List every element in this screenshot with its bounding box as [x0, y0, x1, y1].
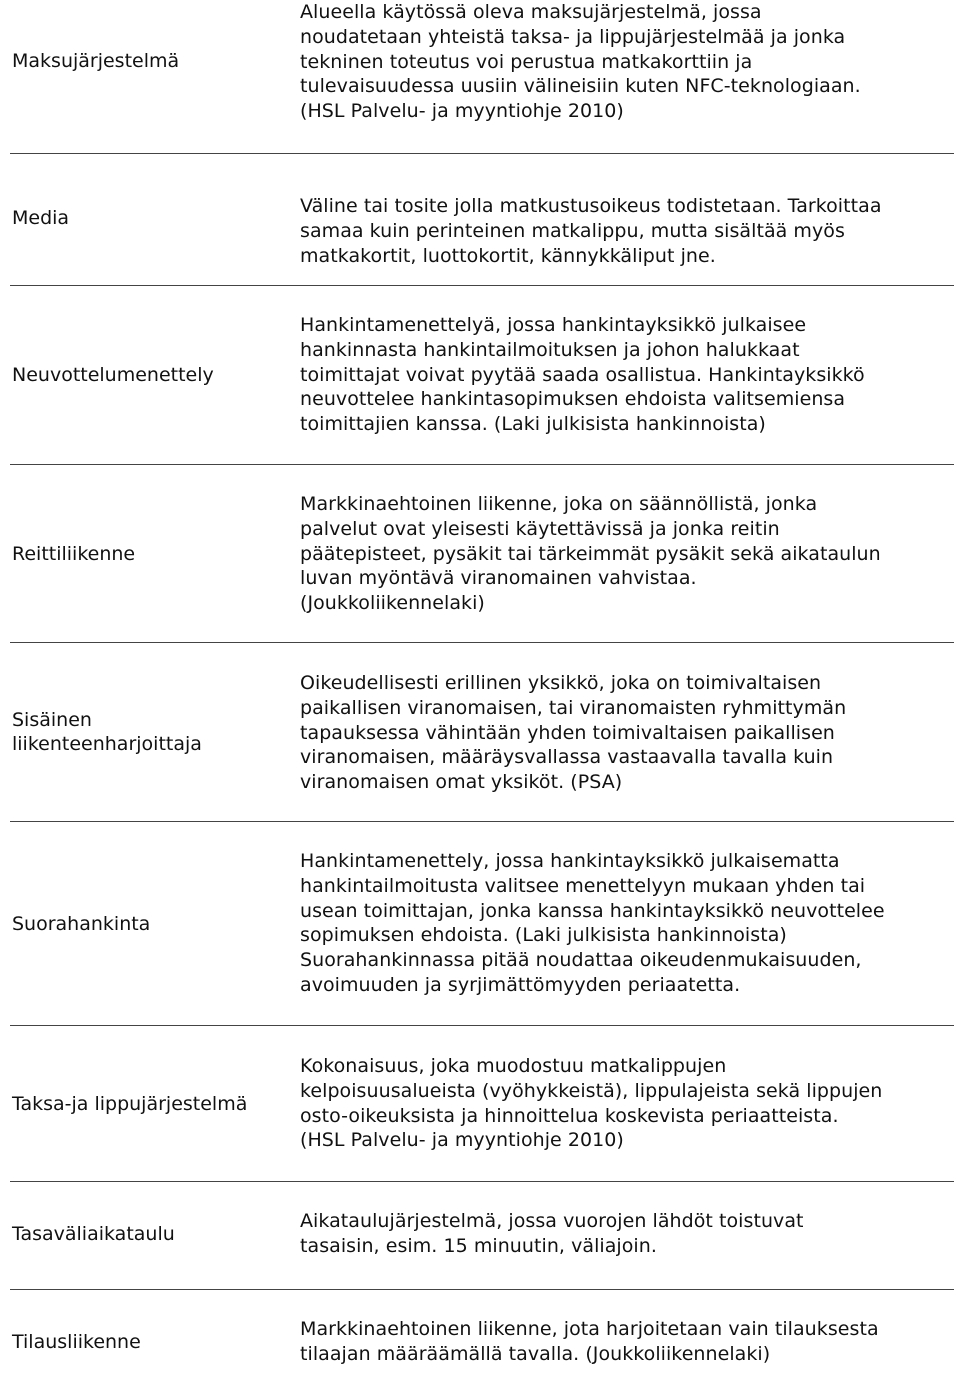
term-definition: Väline tai tosite jolla matkustusoikeus todistetaan. Tarkoittaa samaa kuin perinteinen matkalippu, mutta sisältää myös matkakortit, luottokortit, kännykkäliput jne. [300, 195, 882, 267]
row-divider [10, 821, 954, 822]
term-definition: Hankintamenettelyä, jossa hankintayksikkö julkaisee hankinnasta hankintailmoituksen ja johon halukkaat toimittajat voivat pyytää saada osallistua. Hankintayksikkö neuvottelee hankintasopimuksen ehdoista valitsemiensa toimittajien kanssa. (Laki julkisista hankinnoista) [300, 314, 865, 436]
term-definition: Markkinaehtoinen liikenne, joka on säännöllistä, jonka palvelut ovat yleisesti käytettävissä ja jonka reitin päätepisteet, pysäkit tai tärkeimmät pysäkit sekä aikataulun luvan myöntävä viranomainen vahvistaa. (Joukkoliikennelaki) [300, 493, 881, 615]
term-label: Tilausliikenne [12, 1331, 141, 1353]
row-divider [10, 153, 954, 154]
term-definition: Oikeudellisesti erillinen yksikkö, joka on toimivaltaisen paikallisen viranomaisen, tai viranomaisten ryhmittymän tapauksessa vähintään yhden toimivaltaisen paikallisen viranomaisen, määräysvallassa vastaavalla tavalla kuin viranomaisen omat yksiköt. (PSA) [300, 672, 847, 794]
term-label: Suorahankinta [12, 913, 151, 935]
term-definition: Kokonaisuus, joka muodostuu matkalippujen kelpoisuusalueista (vyöhykkeistä), lippulajeista sekä lippujen osto-oikeuksista ja hinnoittelua koskevista periaatteista. (HSL Palvelu- ja myyntiohje 2010) [300, 1055, 883, 1152]
term-label: Tasaväliaikataulu [12, 1223, 175, 1245]
term-label: Reittiliikenne [12, 543, 136, 565]
row-divider [10, 285, 954, 286]
term-label: Taksa-ja lippujärjestelmä [12, 1093, 248, 1115]
term-label: Neuvottelumenettely [12, 364, 214, 386]
row-divider [10, 464, 954, 465]
term-definition: Markkinaehtoinen liikenne, jota harjoitetaan vain tilauksesta tilaajan määräämällä tavalla. (Joukkoliikennelaki) [300, 1318, 879, 1365]
term-label: Maksujärjestelmä [12, 50, 180, 72]
term-label: Media [12, 207, 70, 229]
row-divider [10, 1025, 954, 1026]
term-definition: Aikataulujärjestelmä, jossa vuorojen lähdöt toistuvat tasaisin, esim. 15 minuutin, väliajoin. [300, 1210, 804, 1257]
term-definition: Hankintamenettely, jossa hankintayksikkö julkaisematta hankintailmoitusta valitsee menettelyyn mukaan yhden tai usean toimittajan, jonka kanssa hankintayksikkö neuvottelee sopimuksen ehdoista. (Laki julkisista hankinnoista) Suorahankinnassa pitää noudattaa oikeudenmukaisuuden, avoimuuden ja syrjimättömyyden periaatetta. [300, 850, 885, 996]
term-definition: Alueella käytössä oleva maksujärjestelmä, jossa noudatetaan yhteistä taksa- ja lippujärjestelmää ja jonka tekninen toteutus voi perustua matkakorttiin ja tulevaisuudessa uusiin välineisiin kuten NFC-teknologiaan. (HSL Palvelu- ja myyntiohje 2010) [300, 1, 861, 123]
row-divider [10, 1289, 954, 1290]
term-label: Sisäinen liikenteenharjoittaja [12, 709, 202, 755]
row-divider [10, 642, 954, 643]
row-divider [10, 1181, 954, 1182]
